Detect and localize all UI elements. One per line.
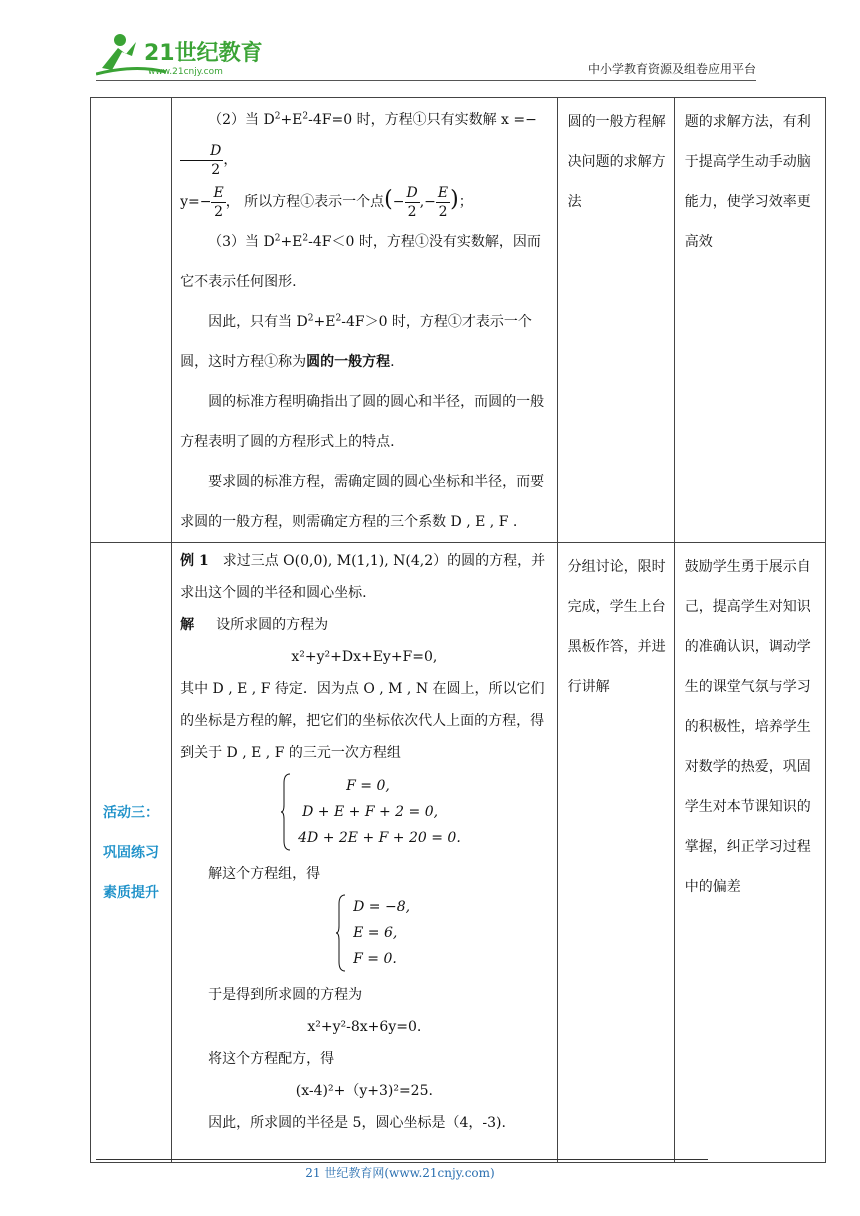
design-intent-cell: 题的求解方法，有利于提高学生动手动脑能力，使学习效率更高效 bbox=[674, 98, 825, 543]
equation-general: x²+y²+Dx+Ey+F=0, bbox=[291, 649, 438, 665]
equation-system-2: D = −8, E = 6, F = 0. bbox=[180, 894, 549, 975]
final-answer: 因此，所求圆的半径是 5，圆心坐标是（4，-3). bbox=[208, 1115, 506, 1131]
result-intro: 于是得到所求圆的方程为 bbox=[208, 987, 363, 1003]
activity-cell-empty bbox=[91, 98, 172, 543]
equation-system-1: F = 0, D + E + F + 2 = 0, 4D + 2E + F + 20 = 0. bbox=[180, 773, 549, 854]
paragraph-comparison: 圆的标准方程明确指出了圆的圆心和半径，而圆的一般方程表明了圆的方程形式上的特点. bbox=[180, 394, 545, 450]
platform-title: 中小学教育资源及组卷应用平台 bbox=[587, 62, 756, 76]
lesson-table bbox=[90, 97, 826, 1163]
paragraph-conclusion: 因此，只有当 $D^2+E^2-4F>0$ 时，方程①才表示一个圆，这时方程①称为圆的一般方程. bbox=[180, 313, 532, 370]
example-statement: 例 1 求过三点 O(0,0), M(1,1), N(4,2）的圆的方程，并求出这个圆的半径和圆心坐标. bbox=[180, 553, 546, 601]
header-divider bbox=[96, 80, 756, 81]
solution-explanation: 其中 D , E , F 待定．因为点 O , M , N 在圆上，所以它们的坐标是方程的解，把它们的坐标依次代人上面的方程，得到关于 D , E , F 的三元一次方程组 bbox=[180, 681, 545, 761]
content-cell bbox=[172, 98, 558, 543]
solution-intro: 解 设所求圆的方程为 bbox=[180, 617, 329, 633]
paragraph-case-2-cont: y=− $\frac{E}{2}$ ， 所以方程①表示一个点(− $\frac{D}{2}$ ,− $\frac{E}{2}$ )； bbox=[180, 184, 473, 220]
point-coordinates: ( bbox=[384, 187, 393, 212]
page-header bbox=[0, 0, 860, 82]
footer-divider bbox=[96, 1159, 708, 1160]
table-row bbox=[91, 98, 826, 543]
complete-square-intro: 将这个方程配方，得 bbox=[208, 1051, 335, 1067]
logo-url: www.21cnjy.com bbox=[148, 67, 223, 77]
example-cell bbox=[172, 543, 558, 1163]
logo-21cnjy bbox=[96, 30, 266, 78]
fraction-d-over-2: $\frac{D}{2}$ bbox=[180, 142, 223, 179]
student-activity-cell: 分组讨论，限时完成，学生上台黑板作答，并进行讲解 bbox=[557, 543, 674, 1163]
student-activity-cell: 圆的一般方程解决问题的求解方法 bbox=[557, 98, 674, 543]
equation-standard: (x-4)²+（y+3)²=25. bbox=[295, 1083, 433, 1099]
activity-label: 活动三： 巩固练习 素质提升 bbox=[91, 543, 172, 1163]
paragraph-requirement: 要求圆的标准方程，需确定圆的圆心坐标和半径，而要求圆的一般方程，则需确定方程的三个系数 D , E , F . bbox=[180, 474, 545, 530]
brace-icon bbox=[280, 773, 292, 851]
equation-result: x²+y²-8x+6y=0. bbox=[307, 1019, 422, 1035]
brace-icon bbox=[335, 894, 347, 972]
design-intent-cell: 鼓励学生勇于展示自己，提高学生对知识的准确认识，调动学生的课堂气氛与学习的积极性，培养学生对数学的热爱，巩固学生对本节课知识的掌握，纠正学习过程中的偏差 bbox=[674, 543, 825, 1163]
footer-text: 21 世纪教育网(www.21cnjy.com) bbox=[305, 1166, 495, 1180]
fraction-e-over-2: $\frac{E}{2}$ bbox=[213, 184, 224, 220]
table-row bbox=[91, 543, 826, 1163]
solve-instruction: 解这个方程组，得 bbox=[208, 866, 321, 882]
paragraph-case-3: （3）当 $D^2+E^2-4F<0$ 时，方程①没有实数解，因而它不表示任何图形. bbox=[180, 233, 541, 290]
paragraph-case-2: （2）当 $D^2+E^2-4F=0$ 时，方程①只有实数解 x =− $\frac{D}{2}$ ， bbox=[180, 100, 549, 180]
logo-text: 21世纪教育 bbox=[144, 41, 263, 66]
